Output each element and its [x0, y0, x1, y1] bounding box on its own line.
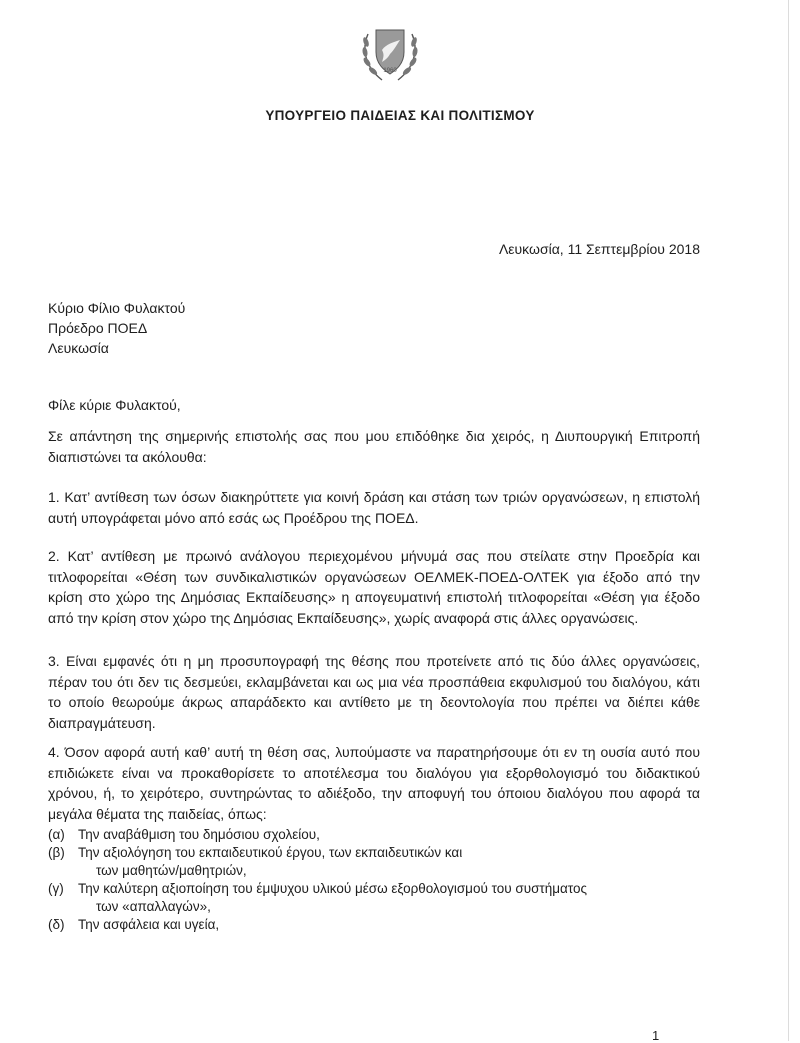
list-text	[78, 880, 708, 916]
recipient-city: Λευκωσία	[48, 340, 109, 356]
page-edge	[788, 0, 789, 1041]
list-text-continuation: των «απαλλαγών»,	[96, 899, 211, 914]
list-text-line: Την καλύτερη αξιοποίηση του έμψυχου υλικού μέσω εξορθολογισμού του συστήματος	[78, 881, 587, 896]
list-item	[48, 880, 708, 916]
list-item	[48, 844, 708, 880]
point-2-paragraph: 2. Κατ’ αντίθεση με πρωινό ανάλογου περιεχομένου μήνυμά σας που στείλατε στην Προεδρία και τιτλοφορείται «Θέση των συνδικαλιστικών οργανώσεων ΟΕΛΜΕΚ-ΠΟΕΔ-ΟΛΤΕΚ για έξοδο από την κρίση στο χώρο της Δημόσιας Εκπαίδευσης» η απογευματινή επιστολή τιτλοφορείται «Θέση για έξοδο από την κρίση στον χώρο της Δημόσιας Εκπαίδευσης», χωρίς αναφορά στις άλλες οργανώσεις.	[48, 548, 700, 626]
point-1-paragraph: 1. Κατ’ αντίθεση των όσων διακηρύττετε για κοινή δράση και στάση των τριών οργανώσεων, η επιστολή αυτή υπογράφεται μόνο από εσάς ως Προέδρου της ΠΟΕΔ.	[48, 489, 700, 526]
recipient-block	[48, 298, 185, 358]
cyprus-coat-of-arms-icon	[360, 24, 420, 86]
salutation: Φίλε κύριε Φυλακτού,	[48, 397, 181, 413]
point-3-paragraph: 3. Είναι εμφανές ότι η μη προσυπογραφή της θέσης που προτείνετε από τις δύο άλλες οργανώσεις, πέραν του ότι δεν τις δεσμεύει, εκλαμβάνεται και ως μια νέα προσπάθεια εκφυλισμού του διαλόγου, κάτι το οποίο θεωρούμε άκρως απαράδεκτο και αντίθετο με τη δεοντολογία που πρέπει να διέπει κάθε διαπραγμάτευση.	[48, 653, 700, 731]
list-item	[48, 826, 708, 844]
list-text-line: Την αξιολόγηση του εκπαιδευτικού έργου, των εκπαιδευτικών και	[78, 845, 463, 860]
list-marker: (γ)	[48, 881, 64, 896]
page-number: 1	[652, 1028, 660, 1043]
topics-list	[48, 826, 708, 934]
recipient-name: Κύριο Φίλιο Φυλακτού	[48, 300, 186, 316]
letter-date: Λευκωσία, 11 Σεπτεμβρίου 2018	[498, 241, 700, 257]
list-marker: (α)	[48, 827, 65, 842]
svg-text:1960: 1960	[383, 68, 397, 74]
intro-paragraph: Σε απάντηση της σημερινής επιστολής σας που μου επιδόθηκε δια χειρός, η Διυπουργική Επιτροπή διαπιστώνει τα ακόλουθα:	[48, 428, 700, 465]
point-4-paragraph: 4. Όσον αφορά αυτή καθ’ αυτή τη θέση σας, λυπούμαστε να παρατηρήσουμε ότι εν τη ουσία αυτό που επιδιώκετε είναι να προκαθορίσετε το αποτέλεσμα του διαλόγου για εξορθολογισμό του διδακτικού χρόνου, ή, το χειρότερο, συντηρώντας το αδιέξοδο, την αποφυγή του όποιου διαλόγου που αφορά τα μεγάλα θέματα της παιδείας, όπως:	[48, 744, 700, 822]
list-item	[48, 916, 708, 934]
list-text	[78, 844, 708, 880]
ministry-heading: ΥΠΟΥΡΓΕΙΟ ΠΑΙΔΕΙΑΣ ΚΑΙ ΠΟΛΙΤΙΣΜΟΥ	[265, 108, 535, 123]
list-text-continuation: των μαθητών/μαθητριών,	[96, 863, 247, 878]
recipient-title: Πρόεδρο ΠΟΕΔ	[48, 320, 148, 336]
list-text: Την ασφάλεια και υγεία,	[78, 917, 220, 932]
list-marker: (δ)	[48, 917, 65, 932]
list-text: Την αναβάθμιση του δημόσιου σχολείου,	[78, 827, 320, 842]
list-marker: (β)	[48, 845, 65, 860]
